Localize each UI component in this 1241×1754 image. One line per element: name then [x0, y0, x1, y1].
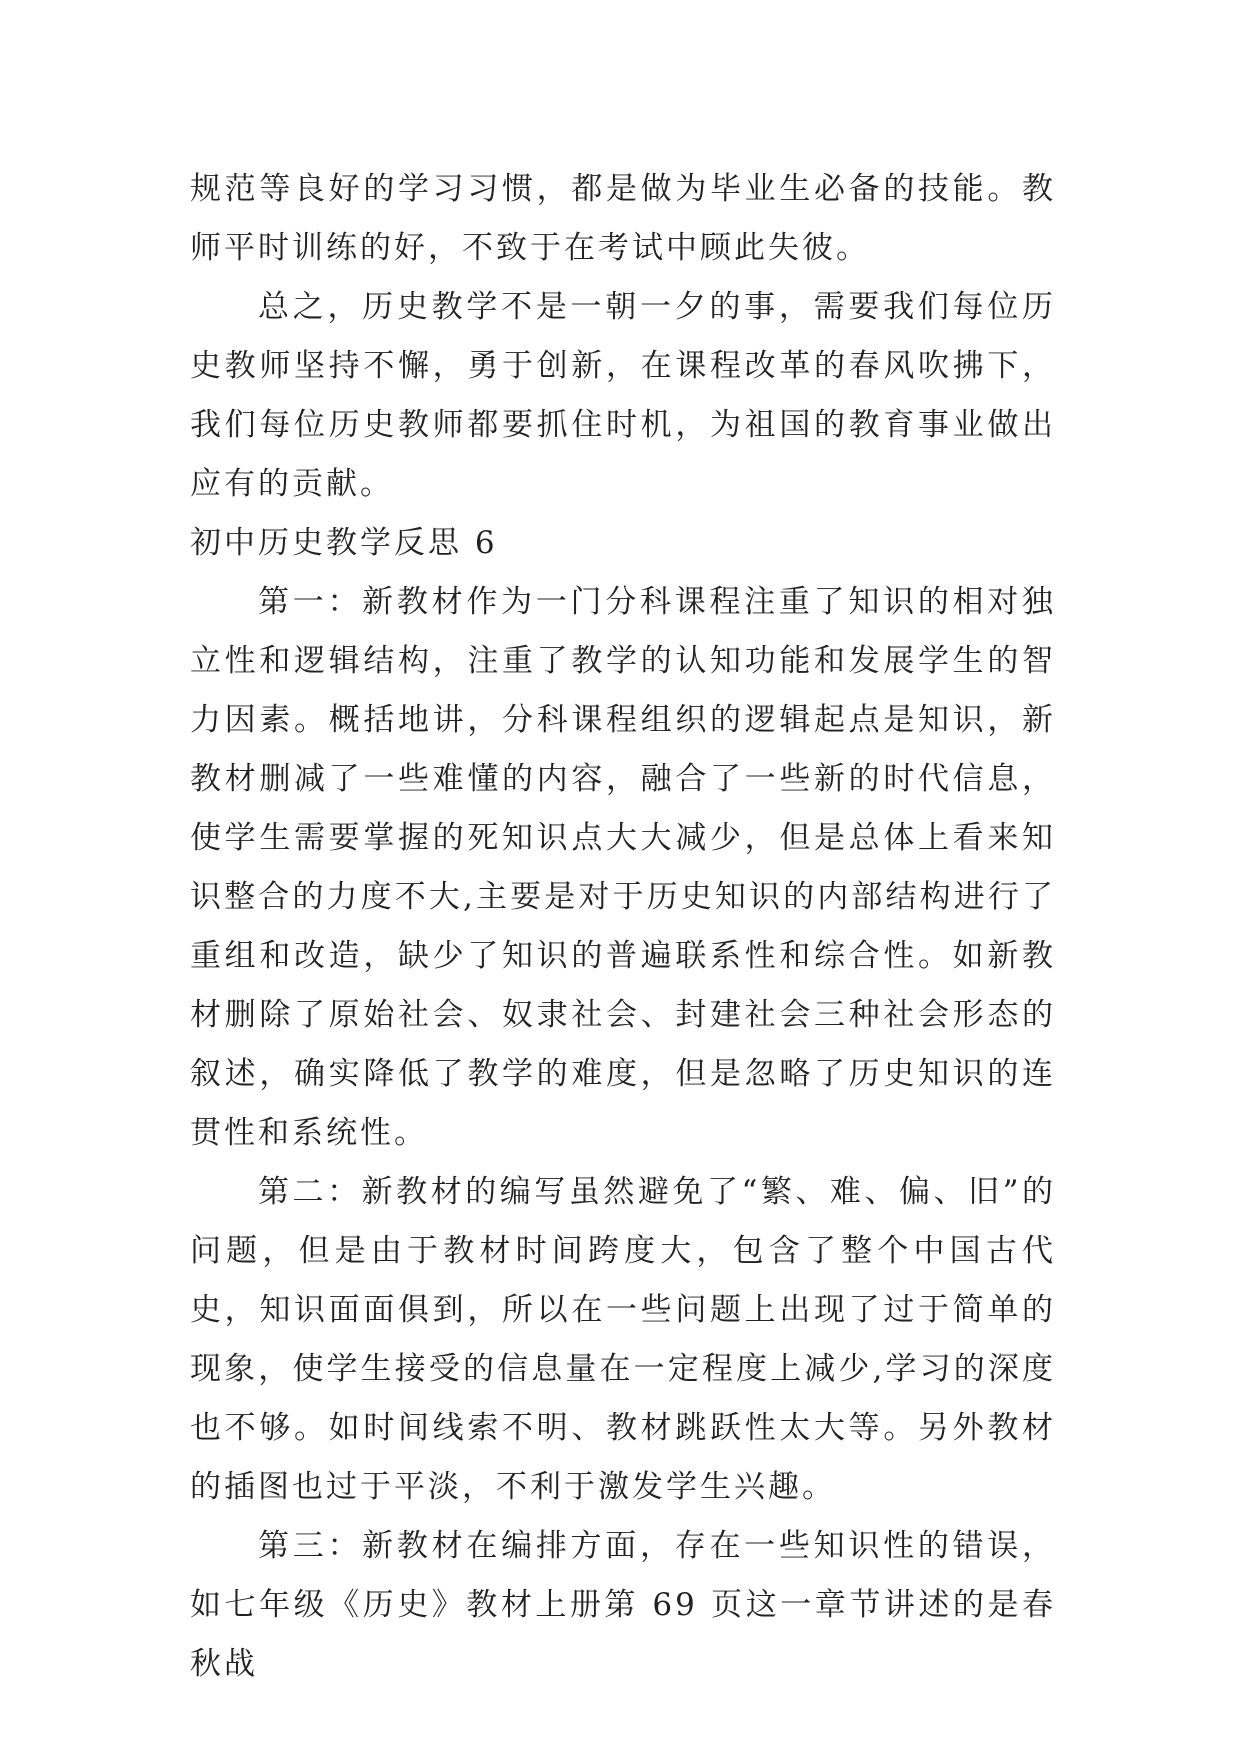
section-title: 初中历史教学反思 6 [190, 525, 498, 561]
document-body [190, 160, 1056, 1694]
paragraph-continued: 规范等良好的学习习惯，都是做为毕业生必备的技能。教师平时训练的好，不致于在考试中顾此失彼。 [190, 171, 1056, 266]
paragraph-second-point: 第二：新教材的编写虽然避免了“繁、难、偏、旧”的问题，但是由于教材时间跨度大，包含了整个中国古代史，知识面面俱到，所以在一些问题上出现了过于简单的现象，使学生接受的信息量在一定程度上减少,学习的深度也不够。如时间线索不明、教材跳跃性太大等。另外教材的插图也过于平淡，不利于激发学生兴趣。 [190, 1174, 1056, 1505]
paragraph-summary: 总之，历史教学不是一朝一夕的事，需要我们每位历史教师坚持不懈，勇于创新，在课程改革的春风吹拂下，我们每位历史教师都要抓住时机，为祖国的教育事业做出应有的贡献。 [190, 289, 1056, 502]
paragraph-third-point: 第三：新教材在编排方面，存在一些知识性的错误，如七年级《历史》教材上册第 69 页这一章节讲述的是春秋战 [190, 1528, 1056, 1682]
paragraph-first-point: 第一：新教材作为一门分科课程注重了知识的相对独立性和逻辑结构，注重了教学的认知功能和发展学生的智力因素。概括地讲，分科课程组织的逻辑起点是知识，新教材删减了一些难懂的内容，融合了一些新的时代信息，使学生需要掌握的死知识点大大减少，但是总体上看来知识整合的力度不大,主要是对于历史知识的内部结构进行了重组和改造，缺少了知识的普遍联系性和综合性。如新教材删除了原始社会、奴隶社会、封建社会三种社会形态的叙述，确实降低了教学的难度，但是忽略了历史知识的连贯性和系统性。 [190, 584, 1056, 1151]
